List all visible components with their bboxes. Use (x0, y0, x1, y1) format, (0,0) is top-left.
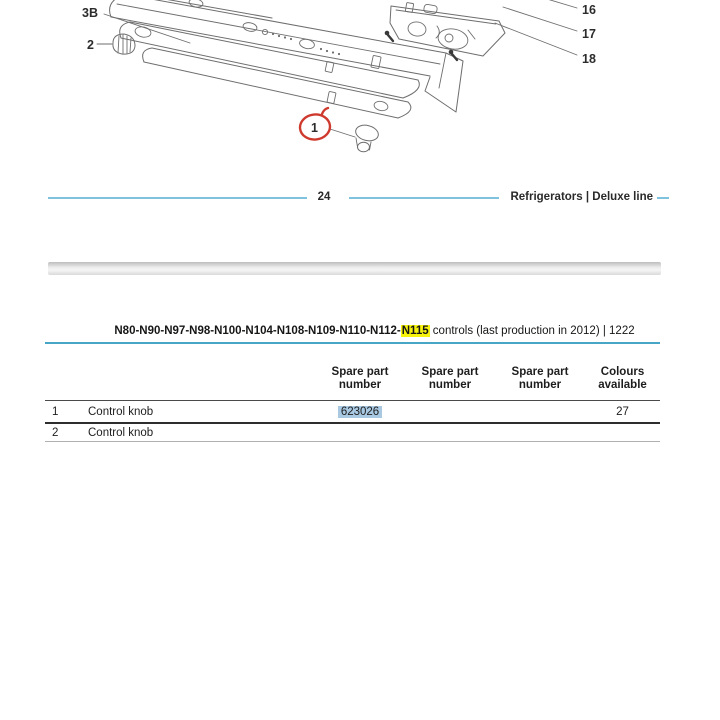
table-rule-bottom (45, 441, 660, 442)
col-header-spare-part-1: Spare part number (331, 366, 389, 391)
spare-part-number-cell (315, 406, 405, 418)
control-knob-part-1 (354, 123, 380, 152)
col-header-spare-part-3: Spare part number (511, 366, 569, 391)
callout-label-16: 16 (582, 3, 596, 17)
heading-underline (45, 342, 660, 344)
callout-label-1: 1 (311, 121, 318, 135)
exploded-parts-diagram (0, 0, 720, 178)
row-number: 1 (52, 405, 59, 418)
model-list: N80-N90-N97-N98-N100-N104-N108-N109-N110-N112- (114, 325, 401, 337)
callout-label-18: 18 (582, 52, 596, 66)
colours-available-cell: 27 (616, 405, 629, 418)
screw-icon (385, 31, 393, 41)
front-panel-strip (120, 22, 420, 98)
callout-label-17: 17 (582, 27, 596, 41)
leader-lines (97, 0, 577, 137)
callout-label-3b: 3B (82, 6, 98, 20)
search-highlight-model: N115 (401, 325, 429, 337)
table-row (45, 401, 660, 422)
selected-part-number[interactable]: 623026 (338, 406, 382, 418)
table-row (45, 424, 660, 441)
page-number: 24 (317, 191, 331, 203)
row-number: 2 (52, 426, 59, 439)
col-header-colours: Colours available (598, 366, 647, 391)
control-knob-part-2 (113, 34, 135, 54)
page-break-bar (48, 262, 661, 275)
bottom-rail-strip (143, 48, 411, 118)
col-header-spare-part-2: Spare part number (421, 366, 479, 391)
footer-rule-left (48, 197, 307, 199)
footer-rule-right (657, 197, 669, 199)
footer-section-title: Refrigerators | Deluxe line (510, 191, 653, 203)
part-description: Control knob (88, 405, 154, 418)
callout-label-2: 2 (87, 38, 94, 52)
table-header-row (45, 366, 660, 400)
section-heading (45, 324, 660, 338)
footer-rule-mid (349, 197, 499, 199)
spare-parts-table (45, 366, 660, 442)
part-description: Control knob (88, 426, 154, 439)
lamp-bracket-assembly (390, 2, 505, 56)
heading-suffix: controls (last production in 2012) | 1222 (429, 325, 635, 337)
